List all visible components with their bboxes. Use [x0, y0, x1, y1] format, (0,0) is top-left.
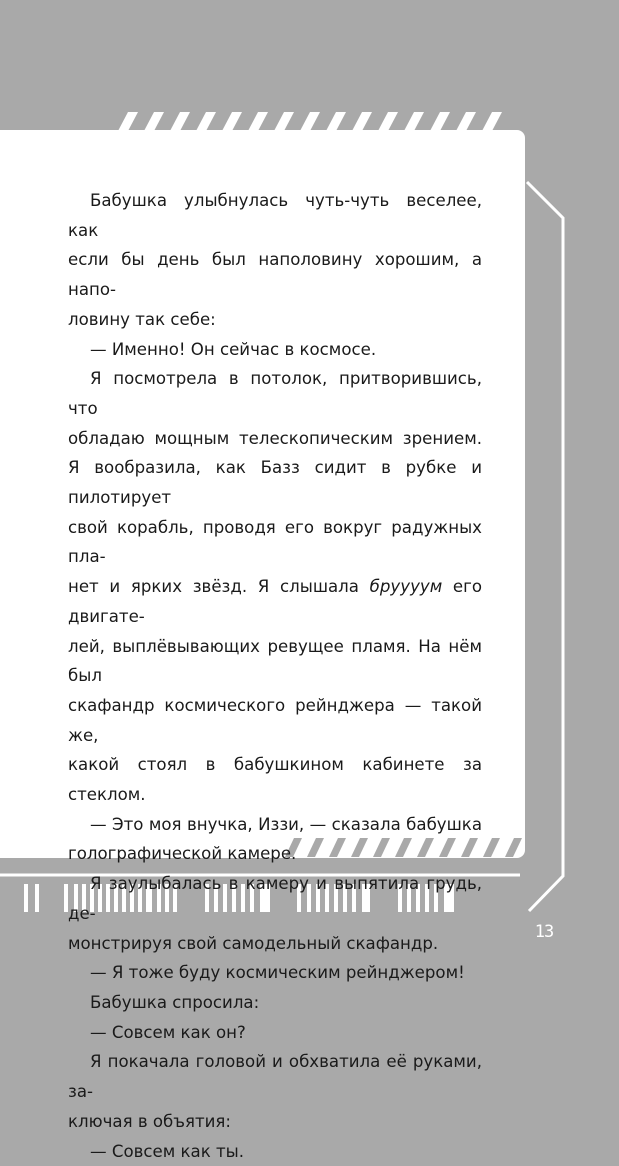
text-line: голографической камере. — [68, 839, 482, 869]
text-line: — Именно! Он сейчас в космосе. — [68, 335, 482, 365]
text-line: Бабушка улыбнулась чуть-чуть веселее, как — [68, 186, 482, 245]
paragraph — [68, 810, 482, 869]
paragraph — [68, 1137, 482, 1166]
text-fragment: его двигате- — [68, 577, 482, 626]
paragraph — [68, 364, 482, 810]
text-line: — Совсем как он? — [68, 1018, 482, 1048]
paragraph — [68, 1047, 482, 1136]
body-text — [68, 186, 482, 1166]
paragraph — [68, 186, 482, 335]
text-line: — Я тоже буду космическим рейнджером! — [68, 958, 482, 988]
paragraph — [68, 988, 482, 1018]
emphasized-sound-word: бруууум — [370, 577, 443, 596]
text-line — [68, 572, 482, 631]
text-line: — Совсем как ты. — [68, 1137, 482, 1166]
text-line: ловину так себе: — [68, 305, 482, 335]
text-line: Бабушка спросила: — [68, 988, 482, 1018]
text-line: если бы день был наполовину хорошим, а напо- — [68, 245, 482, 304]
text-line: Я покачала головой и обхватила её руками, за- — [68, 1047, 482, 1106]
text-line: какой стоял в бабушкином кабинете за стеклом. — [68, 750, 482, 809]
text-line: свой корабль, проводя его вокруг радужных пла- — [68, 513, 482, 572]
paragraph — [68, 958, 482, 988]
paragraph — [68, 869, 482, 958]
page-number: 13 — [532, 922, 556, 942]
text-line: Я вообразила, как Базз сидит в рубке и пилотирует — [68, 453, 482, 512]
paragraph — [68, 335, 482, 365]
text-line: лей, выплёвывающих ревущее пламя. На нём был — [68, 632, 482, 691]
text-line: ключая в объятия: — [68, 1107, 482, 1137]
text-line: обладаю мощным телескопическим зрением. — [68, 424, 482, 454]
text-line: Я посмотрела в потолок, притворившись, что — [68, 364, 482, 423]
text-line: — Это моя внучка, Иззи, — сказала бабушка — [68, 810, 482, 840]
text-line: Я заулыбалась в камеру и выпятила грудь, де- — [68, 869, 482, 928]
text-fragment: нет и ярких звёзд. Я слышала — [68, 577, 370, 596]
text-line: скафандр космического рейнджера — такой же, — [68, 691, 482, 750]
paragraph — [68, 1018, 482, 1048]
text-line: монстрируя свой самодельный скафандр. — [68, 929, 482, 959]
